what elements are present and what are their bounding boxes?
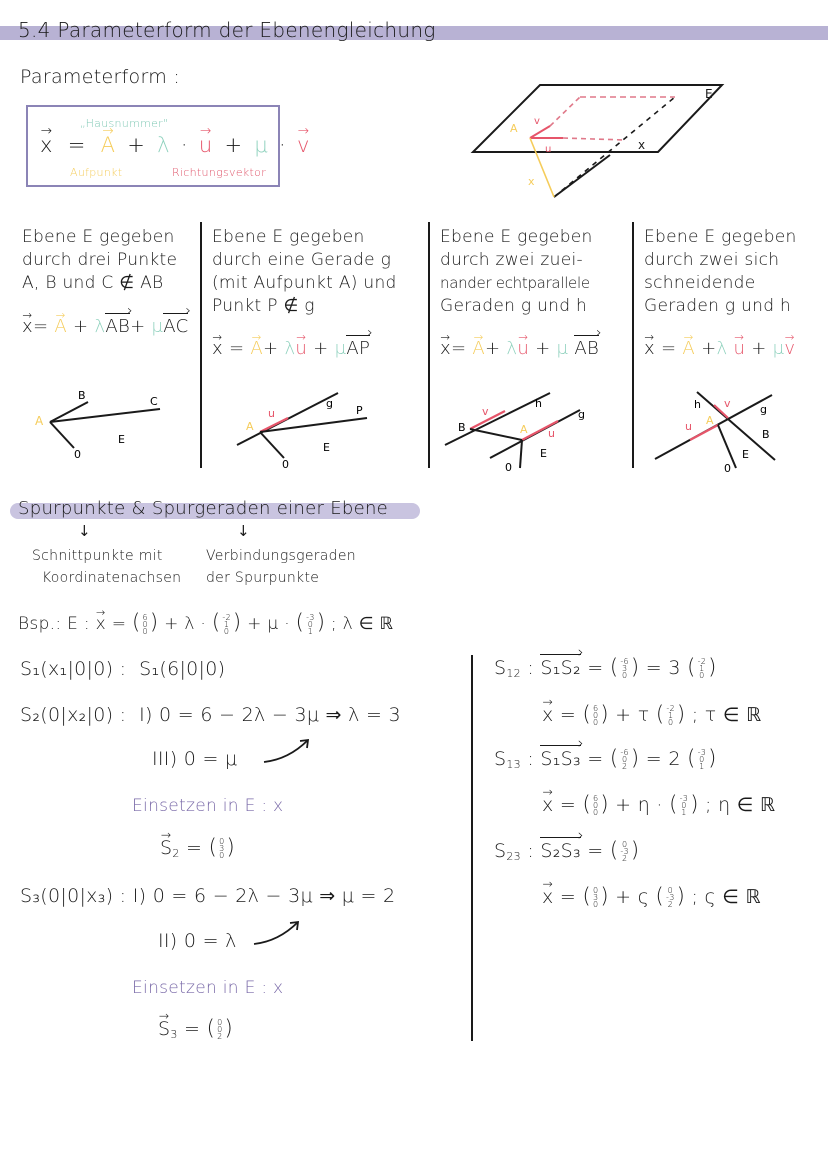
- svg-text:v: v: [724, 397, 731, 410]
- case-1-formula: → x= → A + λ› AB+ μ› AC: [22, 316, 188, 337]
- svg-text:g: g: [578, 408, 585, 421]
- substitution-arrow-icon: [252, 918, 302, 948]
- svg-text:g: g: [760, 403, 767, 416]
- s13-vector: $S_{13}$ : › S₁S₃ = ( -6 0 2 ) = 2 ( -3 0 1 ): [494, 746, 717, 771]
- einsetzen-label: Einsetzen in E : x: [132, 796, 284, 816]
- case-2-diagram: [230, 385, 380, 470]
- s3-eq2: II) 0 = λ: [158, 930, 237, 952]
- column-divider: [632, 222, 634, 468]
- hausnummer-annotation: „Hausnummer": [80, 117, 169, 130]
- case-3-formula: → x= → A+ λ→ u + μ › AB: [440, 338, 599, 359]
- svg-text:B: B: [78, 389, 86, 402]
- vector-u: → u: [199, 133, 213, 157]
- vector-x: → x: [40, 133, 53, 157]
- svg-text:E: E: [323, 441, 330, 454]
- case-3-text: Ebene E gegeben durch zwei zuei- nander echtparallele Geraden g und h: [440, 227, 593, 316]
- s2-eq2: III) 0 = μ: [152, 748, 238, 770]
- einsetzen-label: Einsetzen in E : x: [132, 978, 284, 998]
- s2-result: → $S_2$ = ( 0 3 0 ): [160, 835, 235, 860]
- arrow-down-icon: ↓: [78, 522, 91, 540]
- s12-vector: $S_{12}$ : › S₁S₂ = ( -6 3 0 ) = 3 ( -2 1 0 ): [494, 655, 717, 680]
- svg-text:0: 0: [282, 458, 289, 470]
- lambda: λ: [157, 133, 170, 157]
- svg-text:x: x: [528, 175, 535, 188]
- case-1-diagram: [30, 385, 180, 465]
- mu: μ: [254, 133, 269, 157]
- svg-text:0: 0: [74, 448, 81, 461]
- spur-heading: Spurpunkte & Spurgeraden einer Ebene: [18, 498, 389, 519]
- work-divider: [471, 655, 473, 1041]
- svg-text:E: E: [540, 447, 547, 460]
- svg-text:B: B: [762, 428, 770, 441]
- svg-text:h: h: [694, 398, 701, 411]
- svg-text:u: u: [545, 144, 552, 155]
- case-4-formula: → x = → A +λ → u + μ→ v: [644, 338, 795, 359]
- svg-text:B: B: [458, 421, 466, 434]
- svg-text:A: A: [706, 414, 714, 427]
- vector-a: → A: [101, 133, 116, 157]
- svg-text:P: P: [356, 404, 363, 417]
- substitution-arrow-icon: [262, 736, 312, 766]
- s13-line-equation: → x = ( 6 0 0 ) + η · ( -3 0 1 ) ; η ∈ ℝ: [542, 792, 775, 816]
- arrow-down-icon: ↓: [237, 522, 250, 540]
- svg-text:E: E: [742, 448, 749, 461]
- s1-line: S₁(x₁|0|0) : S₁(6|0|0): [20, 658, 226, 680]
- svg-text:A: A: [246, 420, 254, 433]
- svg-text:A: A: [510, 122, 518, 135]
- svg-text:g: g: [326, 397, 333, 410]
- spurpunkte-note: Schnittpunkte mit Koordinatenachsen: [32, 548, 182, 586]
- s23-vector: $S_{23}$ : › S₂S₃ = ( 0 -3 2 ): [494, 838, 639, 863]
- example-equation: Bsp.: E : → x = ( 6 0 0 ) + λ · ( -2 1 0 ) + μ · ( -3 0 1 ) ; λ ∈ ℝ: [18, 610, 393, 635]
- svg-text:u: u: [685, 420, 692, 433]
- parameterform-heading: Parameterform :: [20, 66, 181, 88]
- svg-text:x: x: [638, 138, 646, 152]
- svg-text:0: 0: [724, 462, 731, 475]
- svg-text:u: u: [268, 407, 275, 420]
- s3-result: → $S_3$ = ( 0 0 2 ): [158, 1016, 233, 1041]
- plane-diagram: [460, 60, 740, 210]
- column-divider: [200, 222, 202, 468]
- svg-text:v: v: [482, 405, 489, 418]
- svg-text:A: A: [35, 414, 44, 428]
- page-title: 5.4 Parameterform der Ebenengleichung: [18, 18, 436, 42]
- aufpunkt-label: Aufpunkt: [70, 166, 123, 179]
- case-2-formula: → x = → A+ λ→ u + μ› AP: [212, 338, 370, 359]
- svg-text:0: 0: [505, 461, 512, 474]
- svg-text:E: E: [705, 87, 713, 101]
- svg-text:u: u: [548, 427, 555, 440]
- svg-text:A: A: [520, 423, 528, 436]
- spurgeraden-note: Verbindungsgeraden der Spurpunkte: [206, 548, 356, 586]
- s23-line-equation: → x = ( 0 3 0 ) + ς ( 0 -3 2 ) ; ς ∈ ℝ: [542, 884, 761, 908]
- case-4-text: Ebene E gegeben durch zwei sich schneidende Geraden g und h: [644, 227, 797, 316]
- richtungsvektor-label: Richtungsvektor: [172, 166, 267, 179]
- s2-line: S₂(0|x₂|0) : I) 0 = 6 − 2λ − 3μ ⇒ λ = 3: [20, 704, 401, 726]
- svg-text:v: v: [534, 116, 540, 127]
- svg-text:E: E: [118, 433, 125, 446]
- s12-line-equation: → x = ( 6 0 0 ) + τ ( -2 1 0 ) ; τ ∈ ℝ: [542, 702, 761, 726]
- column-divider: [428, 222, 430, 468]
- case-2-text: Ebene E gegeben durch eine Gerade g (mit Aufpunkt A) und Punkt P ∉ g: [212, 227, 397, 316]
- s3-line: S₃(0|0|x₃) : I) 0 = 6 − 2λ − 3μ ⇒ μ = 2: [20, 885, 396, 907]
- case-1-text: Ebene E gegeben durch drei Punkte A, B und C ∉ AB: [22, 227, 178, 293]
- case-4-diagram: [640, 380, 810, 475]
- case-3-diagram: [440, 385, 600, 475]
- svg-text:C: C: [150, 395, 158, 408]
- parameterform-formula: → x = → A + λ · → u + μ · → v: [40, 133, 310, 157]
- vector-v: → v: [297, 133, 310, 157]
- svg-text:h: h: [535, 397, 542, 410]
